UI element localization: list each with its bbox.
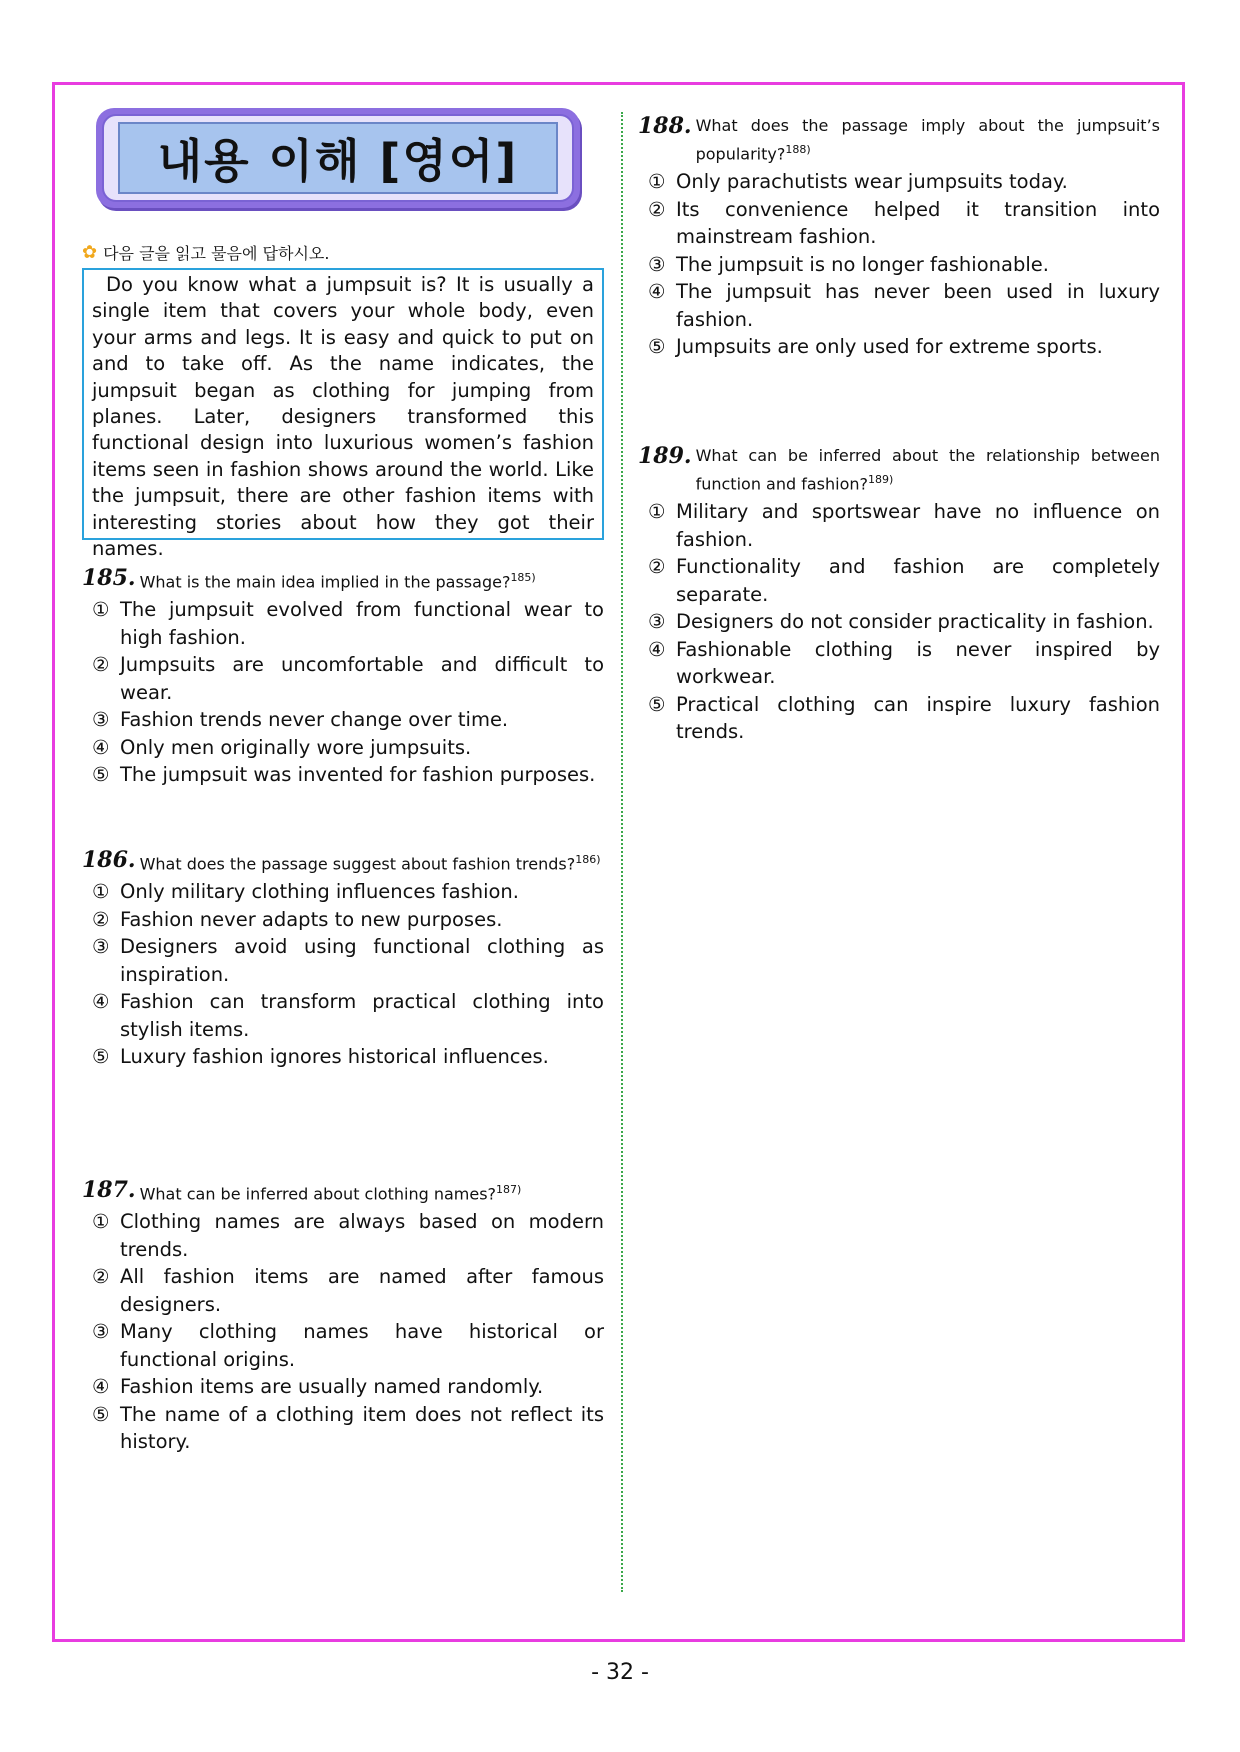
question-text: What is the main idea implied in the passage?$^{185)}$ xyxy=(139,571,536,592)
question-text: What does the passage suggest about fashion trends?$^{186)}$ xyxy=(139,853,601,874)
answer-option-3[interactable]: ③ Fashion trends never change over time. xyxy=(92,708,509,732)
flower-icon: ✿ xyxy=(82,242,98,263)
answer-option-5[interactable]: ⑤ Practical clothing can inspire luxury fashion trends. xyxy=(648,692,1160,744)
answer-options xyxy=(638,168,1160,361)
answer-option-1[interactable]: ① Clothing names are always based on modern trends. xyxy=(92,1210,604,1261)
title-banner xyxy=(96,108,580,208)
question-header xyxy=(82,566,604,594)
answer-options xyxy=(82,878,604,1071)
answer-option-4[interactable]: ④ Fashion items are usually named randomly. xyxy=(92,1375,544,1399)
answer-option-5[interactable]: ⑤ The name of a clothing item does not reflect its history. xyxy=(92,1402,604,1454)
answer-option-4[interactable]: ④ Fashionable clothing is never inspired by workwear. xyxy=(648,637,1160,689)
question-185 xyxy=(82,566,604,789)
question-text: What can be inferred about the relationship between function and fashion?$^{189)}$ xyxy=(695,446,1160,494)
answer-option-1[interactable]: ① Only parachutists wear jumpsuits today. xyxy=(648,170,1068,194)
footnote-ref: 185) xyxy=(510,571,536,584)
question-number: 189. xyxy=(638,443,692,469)
question-header xyxy=(82,848,604,876)
question-number: 186. xyxy=(82,847,136,873)
instruction-text: 다음 글을 읽고 물음에 답하시오. xyxy=(103,244,330,263)
answer-options xyxy=(82,1208,604,1456)
answer-option-5[interactable]: ⑤ Jumpsuits are only used for extreme sports. xyxy=(648,335,1103,359)
question-188 xyxy=(638,114,1160,361)
answer-option-3[interactable]: ③ Many clothing names have historical or functional origins. xyxy=(92,1320,604,1371)
question-187 xyxy=(82,1178,604,1456)
footnote-ref: 186) xyxy=(575,853,601,866)
question-header xyxy=(82,1178,604,1206)
page-title: 내용 이해 [영어] xyxy=(118,122,558,194)
reading-passage: Do you know what a jumpsuit is? It is usually a single item that covers your whole body, even your arms and legs. It is easy and quick to put on and to take off. As the name indicates, the jumpsuit began as clothing for jumping from planes. Later, designers transformed this functional design into luxurious women’s fashion items seen in fashion shows around the world. Like the jumpsuit, there are other fashion items with interesting stories about how they got their names. xyxy=(82,268,604,540)
answer-options xyxy=(82,596,604,789)
answer-option-4[interactable]: ④ Fashion can transform practical clothing into stylish items. xyxy=(92,990,604,1041)
question-header xyxy=(638,114,1160,166)
answer-option-2[interactable]: ② Its convenience helped it transition into mainstream fashion. xyxy=(648,197,1160,249)
answer-option-5[interactable]: ⑤ Luxury fashion ignores historical influences. xyxy=(92,1045,549,1069)
answer-option-4[interactable]: ④ The jumpsuit has never been used in luxury fashion. xyxy=(648,280,1160,331)
answer-option-1[interactable]: ① Military and sportswear have no influence on fashion. xyxy=(648,500,1160,551)
question-186 xyxy=(82,848,604,1071)
question-header xyxy=(638,444,1160,496)
page-number: - 32 - xyxy=(591,1660,649,1685)
answer-option-1[interactable]: ① The jumpsuit evolved from functional wear to high fashion. xyxy=(92,598,604,649)
answer-option-2[interactable]: ② All fashion items are named after famous designers. xyxy=(92,1265,604,1316)
column-divider xyxy=(621,112,623,1592)
footnote-ref: 189) xyxy=(868,473,894,486)
answer-option-2[interactable]: ② Functionality and fashion are completely separate. xyxy=(648,555,1160,606)
instruction xyxy=(82,241,329,264)
question-189 xyxy=(638,444,1160,746)
answer-option-4[interactable]: ④ Only men originally wore jumpsuits. xyxy=(92,735,472,759)
question-text: What can be inferred about clothing names?$^{187)}$ xyxy=(139,1183,522,1204)
answer-option-3[interactable]: ③ The jumpsuit is no longer fashionable. xyxy=(648,252,1049,276)
question-number: 188. xyxy=(638,113,692,139)
answer-option-3[interactable]: ③ Designers do not consider practicality in fashion. xyxy=(648,610,1154,634)
answer-option-5[interactable]: ⑤ The jumpsuit was invented for fashion purposes. xyxy=(92,763,596,787)
answer-option-2[interactable]: ② Jumpsuits are uncomfortable and difficult to wear. xyxy=(92,653,604,704)
answer-option-2[interactable]: ② Fashion never adapts to new purposes. xyxy=(92,907,503,931)
answer-option-1[interactable]: ① Only military clothing influences fashion. xyxy=(92,880,519,904)
answer-option-3[interactable]: ③ Designers avoid using functional clothing as inspiration. xyxy=(92,935,604,986)
question-text: What does the passage imply about the jumpsuit’s popularity?$^{188)}$ xyxy=(695,116,1160,164)
answer-options xyxy=(638,498,1160,746)
question-number: 187. xyxy=(82,1177,136,1203)
footnote-ref: 187) xyxy=(496,1183,522,1196)
footnote-ref: 188) xyxy=(785,143,811,156)
question-number: 185. xyxy=(82,565,136,591)
